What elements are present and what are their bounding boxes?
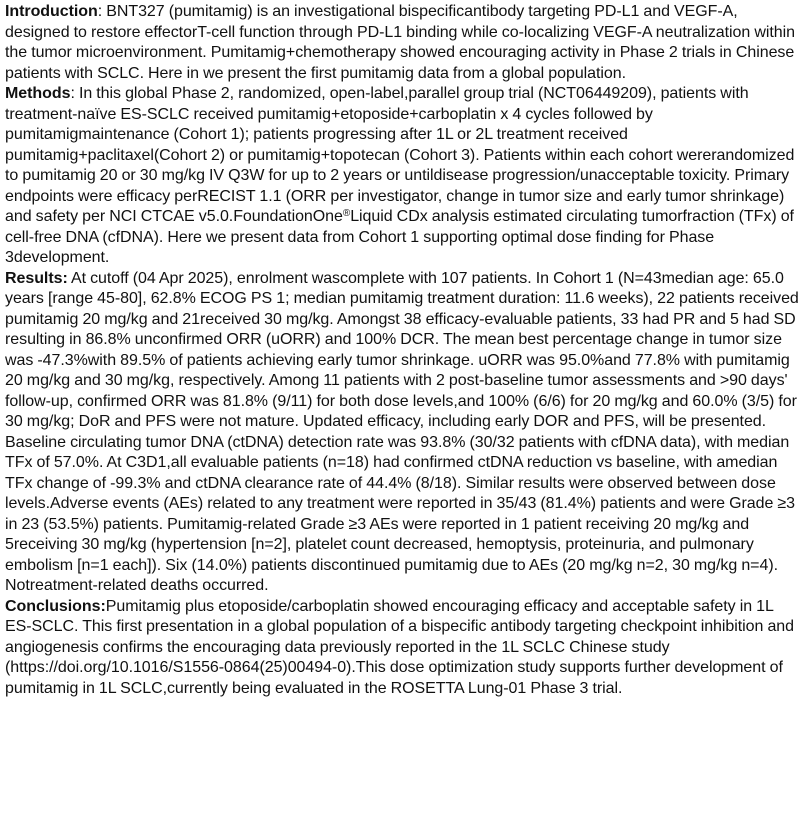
methods-separator: : [70,85,79,102]
conclusions-heading: Conclusions: [5,597,106,615]
methods-paragraph [5,84,800,269]
conclusions-text: Pumitamig plus etoposide/carboplatin showed encouraging efficacy and acceptable safety in 1L ES-SCLC. This first presentation in a global population of a bispecific antibody targeting checkpoint inhibition and angiogenesis confirms the encouraging data previously reported in the 1L SCLC Chinese study (https://doi.org/10.1016/S1556-0864(25)00494-0).This dose optimization study supports further development of pumitamig in 1L SCLC,currently being evaluated in the ROSETTA Lung-01 Phase 3 trial. [5,597,794,697]
introduction-heading: Introduction [5,3,98,20]
introduction-separator: : [97,3,107,20]
methods-text-continued: Liquid CDx analysis estimated circulating tumorfraction (TFx) of cell-free DNA (cfDNA). Here we present data from Cohort 1 supporting optimal dose finding for Phase 3development. [5,208,794,266]
methods-text: In this global Phase 2, randomized, open-label,parallel group trial (NCT06449209), patients with treatment-naïve ES-SCLC received pumitamig+etoposide+carboplatin x 4 cycles followed by pumitamigmaintenance (Cohort 1); patients progressing after 1L or 2L treatment received pumitamig+paclitaxel(Cohort 2) or pumitamig+topotecan (Cohort 3). Patients within each cohort wererandomized to pumitamig 20 or 30 mg/kg IV Q3W for up to 2 years or untildisease progression/unacceptable toxicity. Primary endpoints were efficacy perRECIST 1.1 (ORR per investigator, change in tumor size and early tumor shrinkage) and safety per NCI CTCAE v5.0.FoundationOne [5,85,795,225]
results-text: At cutoff (04 Apr 2025), enrolment wascomplete with 107 patients. In Cohort 1 (N=43median age: 65.0 years [range 45-80], 62.8% ECOG PS 1; median pumitamig treatment duration: 11.6 weeks), 22 patients received pumitamig 20 mg/kg and 21received 30 mg/kg. Amongst 38 efficacy-evaluable patients, 33 had PR and 5 had SD resulting in 86.8% unconfirmed ORR (uORR) and 100% DCR. The mean best percentage change in tumor size was -47.3%with 89.5% of patients achieving early tumor shrinkage. uORR was 95.0%and 77.8% with pumitamig 20 mg/kg and 30 mg/kg, respectively. Among 11 patients with 2 post-baseline tumor assessments and >90 days' follow-up, confirmed ORR was 81.8% (9/11) for both dose levels,and 100% (6/6) for 20 mg/kg and 60.0% (3/5) for 30 mg/kg; DoR and PFS were not mature. Updated efficacy, including early DOR and PFS, will be presented. Baseline circulating tumor DNA (ctDNA) detection rate was 93.8% (30/32 patients with cfDNA data), with median TFx of 57.0%. At C3D1,all evaluable patients (n=18) had confirmed ctDNA reduction vs baseline, with amedian TFx change of -99.3% and ctDNA clearance rate of 44.4% (8/18). Similar results were observed between dose levels.Adverse events (AEs) related to any treatment were reported in 35/43 (81.4%) patients and were Grade ≥3 in 23 (53.5%) patients. Pumitamig-related Grade ≥3 AEs were reported in 1 patient receiving 20 mg/kg and 5receiving 30 mg/kg (hypertension [n=2], platelet count decreased, hemoptysis, proteinuria, and pulmonary embolism [n=1 each]). Six (14.0%) patients discontinued pumitamig due to AEs (20 mg/kg n=2, 30 mg/kg n=4). Notreatment-related deaths occurred. [5,269,799,594]
results-heading: Results: [5,269,68,287]
results-paragraph [5,269,800,597]
introduction-text: BNT327 (pumitamig) is an investigational bispecificantibody targeting PD-L1 and VEGF-A, designed to restore effectorT-cell function through PD-L1 binding while co-localizing VEGF-A neutralization within the tumor microenvironment. Pumitamig+chemotherapy showed encouraging activity in Phase 2 trials in Chinese patients with SCLC. Here in we present the first pumitamig data from a global population. [5,3,795,82]
registered-trademark-mark: ® [342,208,351,219]
introduction-paragraph [5,2,800,84]
conclusions-paragraph [5,597,800,700]
methods-heading: Methods [5,85,71,102]
